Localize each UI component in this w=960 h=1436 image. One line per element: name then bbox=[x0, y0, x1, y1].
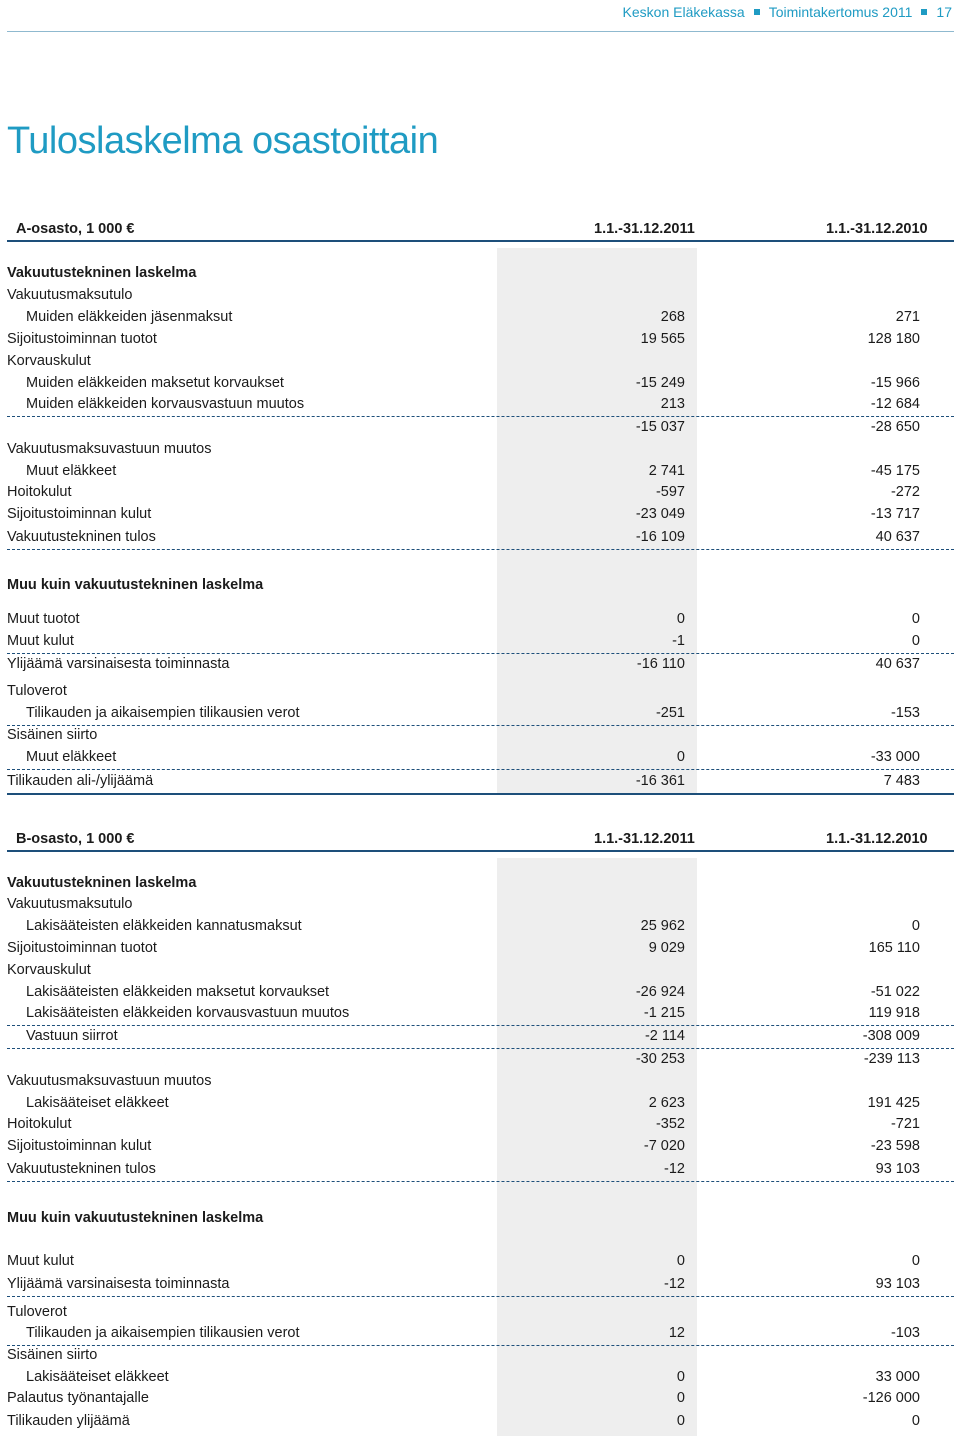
row-label: Vakuutustekninen laskelma bbox=[7, 265, 197, 281]
header-rule bbox=[7, 31, 954, 32]
section-a-header-rule bbox=[7, 240, 954, 242]
value-2010: 40 637 bbox=[875, 529, 920, 545]
row-label: Lakisääteisten eläkkeiden maksetut korvaukset bbox=[26, 984, 330, 1000]
table-row bbox=[0, 262, 960, 284]
value-2010: -15 966 bbox=[870, 375, 920, 391]
row-label: Sijoitustoiminnan tuotot bbox=[7, 940, 157, 956]
value-2011: -7 020 bbox=[643, 1138, 685, 1154]
table-row bbox=[0, 981, 960, 1003]
table-row bbox=[0, 630, 960, 652]
row-label: Vastuun siirrot bbox=[26, 1028, 118, 1044]
row-label: Muut eläkkeet bbox=[26, 749, 117, 765]
table-row bbox=[0, 328, 960, 350]
row-label: Muiden eläkkeiden jäsenmaksut bbox=[26, 309, 233, 325]
value-2010: -721 bbox=[890, 1116, 920, 1132]
value-2011: 2 741 bbox=[648, 463, 685, 479]
section-a-col-2010: 1.1.-31.12.2010 bbox=[826, 221, 928, 237]
value-2010: 128 180 bbox=[867, 331, 920, 347]
value-2011: -1 bbox=[672, 633, 685, 649]
table-row bbox=[0, 481, 960, 503]
row-label: Korvauskulut bbox=[7, 962, 91, 978]
value-2010: -272 bbox=[890, 484, 920, 500]
row-label: Vakuutusmaksutulo bbox=[7, 896, 133, 912]
section-end-rule bbox=[7, 793, 954, 795]
section-b-col-2011: 1.1.-31.12.2011 bbox=[594, 831, 695, 847]
value-2010: 0 bbox=[911, 1253, 920, 1269]
value-2011: 19 565 bbox=[640, 331, 685, 347]
value-2010: -33 000 bbox=[870, 749, 920, 765]
table-row bbox=[0, 526, 960, 548]
value-2011: -251 bbox=[655, 705, 685, 721]
value-2010: 0 bbox=[911, 918, 920, 934]
value-2010: -153 bbox=[890, 705, 920, 721]
value-2011: -15 037 bbox=[635, 419, 685, 435]
table-row bbox=[0, 1250, 960, 1272]
value-2010: 0 bbox=[911, 1413, 920, 1429]
section-a-col-2011: 1.1.-31.12.2011 bbox=[594, 221, 695, 237]
section-b-col-2010: 1.1.-31.12.2010 bbox=[826, 831, 928, 847]
value-2011: 9 029 bbox=[648, 940, 685, 956]
value-2011: 0 bbox=[676, 1390, 685, 1406]
value-2010: 93 103 bbox=[875, 1276, 920, 1292]
value-2011: -352 bbox=[655, 1116, 685, 1132]
value-2010: -308 009 bbox=[862, 1028, 920, 1044]
table-row bbox=[0, 1301, 960, 1323]
row-divider bbox=[7, 549, 954, 550]
value-2011: 0 bbox=[676, 1253, 685, 1269]
value-2010: -12 684 bbox=[870, 396, 920, 412]
publication-name: Toimintakertomus 2011 bbox=[768, 4, 913, 20]
value-2010: -23 598 bbox=[870, 1138, 920, 1154]
table-row bbox=[0, 306, 960, 328]
value-2011: -16 361 bbox=[635, 773, 685, 789]
row-label: Tuloverot bbox=[7, 1304, 67, 1320]
row-label: Muu kuin vakuutustekninen laskelma bbox=[7, 1210, 264, 1226]
value-2010: 40 637 bbox=[875, 656, 920, 672]
value-2011: 2 623 bbox=[648, 1095, 685, 1111]
table-row bbox=[0, 1048, 960, 1070]
value-2011: 0 bbox=[676, 749, 685, 765]
row-label: Lakisääteisten eläkkeiden kannatusmaksut bbox=[26, 918, 302, 934]
row-label: Muut tuotot bbox=[7, 611, 80, 627]
row-label: Hoitokulut bbox=[7, 1116, 72, 1132]
value-2011: -1 215 bbox=[643, 1005, 685, 1021]
table-row bbox=[0, 416, 960, 438]
table-row bbox=[0, 284, 960, 306]
value-2010: 0 bbox=[911, 611, 920, 627]
table-row bbox=[0, 915, 960, 937]
row-label: Hoitokulut bbox=[7, 484, 72, 500]
value-2011: -12 bbox=[664, 1161, 685, 1177]
row-label: Tilikauden ja aikaisempien tilikausien verot bbox=[26, 705, 300, 721]
table-row bbox=[0, 702, 960, 724]
row-label: Lakisääteiset eläkkeet bbox=[26, 1095, 169, 1111]
table-row bbox=[0, 1410, 960, 1432]
table-row bbox=[0, 1002, 960, 1024]
row-label: Ylijäämä varsinaisesta toiminnasta bbox=[7, 1276, 230, 1292]
row-label: Korvauskulut bbox=[7, 353, 91, 369]
row-label: Vakuutustekninen tulos bbox=[7, 1161, 156, 1177]
value-2011: 0 bbox=[676, 1413, 685, 1429]
table-row bbox=[0, 653, 960, 675]
table-row bbox=[0, 608, 960, 630]
value-2010: -45 175 bbox=[870, 463, 920, 479]
table-row bbox=[0, 937, 960, 959]
value-2010: 0 bbox=[911, 633, 920, 649]
section-b-heading-row bbox=[0, 828, 960, 850]
table-row bbox=[0, 460, 960, 482]
value-2010: 7 483 bbox=[883, 773, 920, 789]
row-label: Muut kulut bbox=[7, 1253, 74, 1269]
table-row bbox=[0, 893, 960, 915]
value-2011: -26 924 bbox=[635, 984, 685, 1000]
row-label: Sijoitustoiminnan tuotot bbox=[7, 331, 157, 347]
section-b-heading: B-osasto, 1 000 € bbox=[16, 831, 135, 847]
row-label: Ylijäämä varsinaisesta toiminnasta bbox=[7, 656, 230, 672]
running-header bbox=[0, 0, 960, 28]
row-label: Muiden eläkkeiden korvausvastuun muutos bbox=[26, 396, 305, 412]
table-row bbox=[0, 1070, 960, 1092]
row-label: Muut kulut bbox=[7, 633, 74, 649]
value-2010: -103 bbox=[890, 1325, 920, 1341]
table-row bbox=[0, 372, 960, 394]
row-label: Sisäinen siirto bbox=[7, 727, 98, 743]
value-2011: -12 bbox=[664, 1276, 685, 1292]
table-row bbox=[0, 503, 960, 525]
row-divider bbox=[7, 1181, 954, 1182]
value-2010: -13 717 bbox=[870, 506, 920, 522]
row-label: Lakisääteiset eläkkeet bbox=[26, 1369, 169, 1385]
table-row bbox=[0, 1113, 960, 1135]
value-2010: 119 918 bbox=[868, 1005, 920, 1021]
row-label: Sijoitustoiminnan kulut bbox=[7, 1138, 152, 1154]
value-2011: -597 bbox=[655, 484, 685, 500]
table-row bbox=[0, 1387, 960, 1409]
section-a-heading: A-osasto, 1 000 € bbox=[16, 221, 135, 237]
row-label: Muut eläkkeet bbox=[26, 463, 117, 479]
separator-square-icon bbox=[921, 9, 927, 15]
page-title: Tuloslaskelma osastoittain bbox=[7, 120, 439, 162]
table-row bbox=[0, 724, 960, 746]
value-2011: -15 249 bbox=[635, 375, 685, 391]
table-row bbox=[0, 1344, 960, 1366]
row-label: Vakuutusmaksuvastuun muutos bbox=[7, 441, 212, 457]
row-label: Muiden eläkkeiden maksetut korvaukset bbox=[26, 375, 284, 391]
value-2010: -51 022 bbox=[870, 984, 920, 1000]
table-row bbox=[0, 1366, 960, 1388]
value-2010: 165 110 bbox=[868, 940, 920, 956]
row-label: Tilikauden ja aikaisempien tilikausien verot bbox=[26, 1325, 300, 1341]
row-label: Sisäinen siirto bbox=[7, 1347, 98, 1363]
table-row bbox=[0, 1207, 960, 1229]
table-row bbox=[0, 1092, 960, 1114]
running-header-text bbox=[623, 0, 952, 24]
value-2010: 33 000 bbox=[875, 1369, 920, 1385]
value-2010: -126 000 bbox=[862, 1390, 920, 1406]
value-2010: 191 425 bbox=[867, 1095, 920, 1111]
table-row bbox=[0, 959, 960, 981]
table-row bbox=[0, 1273, 960, 1295]
row-label: Tuloverot bbox=[7, 683, 67, 699]
value-2010: 271 bbox=[895, 309, 920, 325]
row-label: Palautus työnantajalle bbox=[7, 1390, 149, 1406]
table-row bbox=[0, 680, 960, 702]
table-row bbox=[0, 574, 960, 596]
row-label: Tilikauden ali-/ylijäämä bbox=[7, 773, 154, 789]
row-label: Tilikauden ylijäämä bbox=[7, 1413, 130, 1429]
value-2011: -2 114 bbox=[644, 1028, 685, 1044]
table-row bbox=[0, 1158, 960, 1180]
table-row bbox=[0, 1025, 960, 1047]
value-2011: 268 bbox=[660, 309, 685, 325]
value-2011: 213 bbox=[660, 396, 685, 412]
row-label: Vakuutusmaksuvastuun muutos bbox=[7, 1073, 212, 1089]
value-2011: -30 253 bbox=[635, 1051, 685, 1067]
table-row bbox=[0, 350, 960, 372]
section-b-header-rule bbox=[7, 850, 954, 852]
value-2011: -23 049 bbox=[635, 506, 685, 522]
row-label: Vakuutusmaksutulo bbox=[7, 287, 133, 303]
table-row bbox=[0, 1135, 960, 1157]
row-divider bbox=[7, 1296, 954, 1297]
value-2011: -16 109 bbox=[635, 529, 685, 545]
table-row bbox=[0, 393, 960, 415]
row-label: Sijoitustoiminnan kulut bbox=[7, 506, 152, 522]
table-row bbox=[0, 770, 960, 792]
section-a-heading-row bbox=[0, 218, 960, 240]
row-label: Muu kuin vakuutustekninen laskelma bbox=[7, 577, 264, 593]
table-row bbox=[0, 1322, 960, 1344]
page-number: 17 bbox=[936, 4, 952, 20]
value-2010: 93 103 bbox=[875, 1161, 920, 1177]
value-2011: -16 110 bbox=[636, 656, 685, 672]
org-name: Keskon Eläkekassa bbox=[622, 4, 745, 20]
table-row bbox=[0, 746, 960, 768]
value-2011: 12 bbox=[668, 1325, 685, 1341]
value-2011: 0 bbox=[676, 611, 685, 627]
value-2010: -239 113 bbox=[863, 1051, 920, 1067]
table-row bbox=[0, 872, 960, 894]
row-label: Lakisääteisten eläkkeiden korvausvastuun muutos bbox=[26, 1005, 350, 1021]
table-row bbox=[0, 438, 960, 460]
row-label: Vakuutustekninen laskelma bbox=[7, 875, 197, 891]
value-2011: 0 bbox=[676, 1369, 685, 1385]
row-label: Vakuutustekninen tulos bbox=[7, 529, 156, 545]
separator-square-icon bbox=[754, 9, 760, 15]
value-2011: 25 962 bbox=[640, 918, 685, 934]
value-2010: -28 650 bbox=[870, 419, 920, 435]
